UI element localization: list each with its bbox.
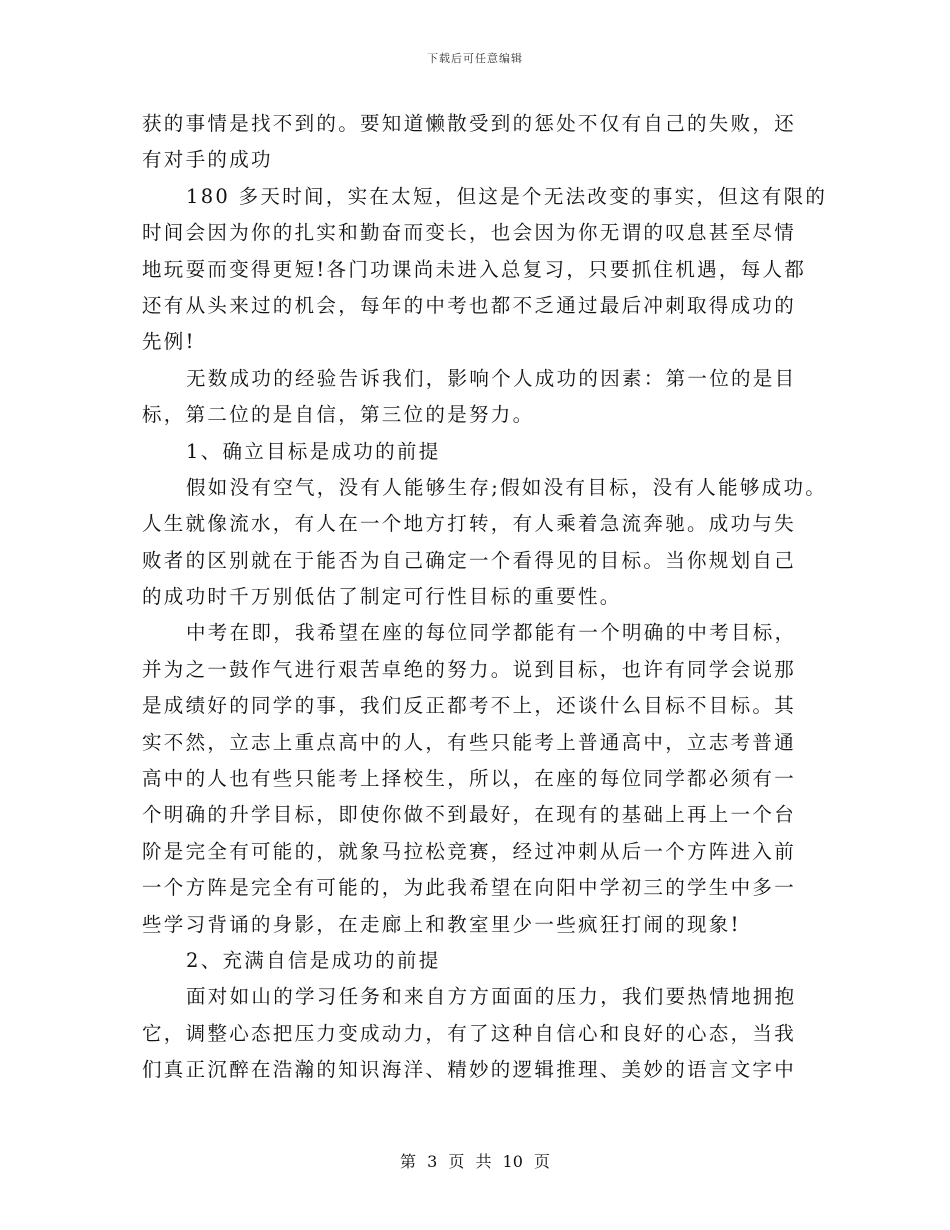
- text-line: 中考在即，我希望在座的每位同学都能有一个明确的中考目标，: [186, 621, 797, 645]
- text-line: 2、充满自信是成功的前提: [186, 948, 441, 972]
- page-header-note: 下载后可任意编辑: [427, 52, 523, 65]
- text-line: 先例!: [142, 330, 196, 354]
- text-line: 个明确的升学目标，即使你做不到最好，在现有的基础上再上一个台: [142, 803, 797, 827]
- text-line: 败者的区别就在于能否为自己确定一个看得见的目标。当你规划自己: [142, 548, 797, 572]
- text-line: 是成绩好的同学的事，我们反正都考不上，还谈什么目标不目标。其: [142, 694, 797, 718]
- text-line: 高中的人也有些只能考上择校生，所以，在座的每位同学都必须有一: [142, 767, 797, 791]
- text-line: 阶是完全有可能的，就象马拉松竞赛，经过冲刺从后一个方阵进入前: [142, 839, 797, 863]
- document-body: [142, 106, 828, 1089]
- text-line: 的成功时千万别低估了制定可行性目标的重要性。: [142, 585, 622, 609]
- text-line: 无数成功的经验告诉我们，影响个人成功的因素：第一位的是目: [186, 366, 797, 390]
- text-line: 并为之一鼓作气进行艰苦卓绝的努力。说到目标，也许有同学会说那: [142, 657, 797, 681]
- text-line: 获的事情是找不到的。要知道懒散受到的惩处不仅有自己的失败，还: [142, 112, 797, 135]
- text-line: 人生就像流水，有人在一个地方打转，有人乘着急流奔驰。成功与失: [142, 512, 797, 536]
- text-line: 1、确立目标是成功的前提: [186, 439, 441, 463]
- text-line: 标，第二位的是自信，第三位的是努力。: [142, 403, 535, 427]
- text-line: 地玩耍而变得更短!各门功课尚未进入总复习，只要抓住机遇，每人都: [142, 257, 807, 281]
- page-number-footer: 第 3 页 共 10 页: [400, 1152, 550, 1171]
- text-line: 面对如山的学习任务和来自方方面面的压力，我们要热情地拥抱: [186, 985, 797, 1009]
- text-line: 一个方阵是完全有可能的，为此我希望在向阳中学初三的学生中多一: [142, 876, 797, 900]
- text-line: 些学习背诵的身影，在走廊上和教室里少一些疯狂打闹的现象!: [142, 912, 741, 936]
- text-line: 实不然，立志上重点高中的人，有些只能考上普通高中，立志考普通: [142, 730, 797, 754]
- text-line: 们真正沉醉在浩瀚的知识海洋、精妙的逻辑推理、美妙的语言文字中: [142, 1058, 797, 1082]
- text-line: 有对手的成功: [142, 148, 273, 172]
- text-line: 它，调整心态把压力变成动力，有了这种自信心和良好的心态，当我: [142, 1021, 797, 1045]
- text-line: 180 多天时间，实在太短，但这是个无法改变的事实，但这有限的: [186, 184, 828, 208]
- text-line: 时间会因为你的扎实和勤奋而变长，也会因为你无谓的叹息甚至尽情: [142, 221, 797, 245]
- text-line: 假如没有空气，没有人能够生存;假如没有目标，没有人能够成功。: [186, 475, 828, 499]
- text-line: 还有从头来过的机会，每年的中考也都不乏通过最后冲刺取得成功的: [142, 293, 797, 317]
